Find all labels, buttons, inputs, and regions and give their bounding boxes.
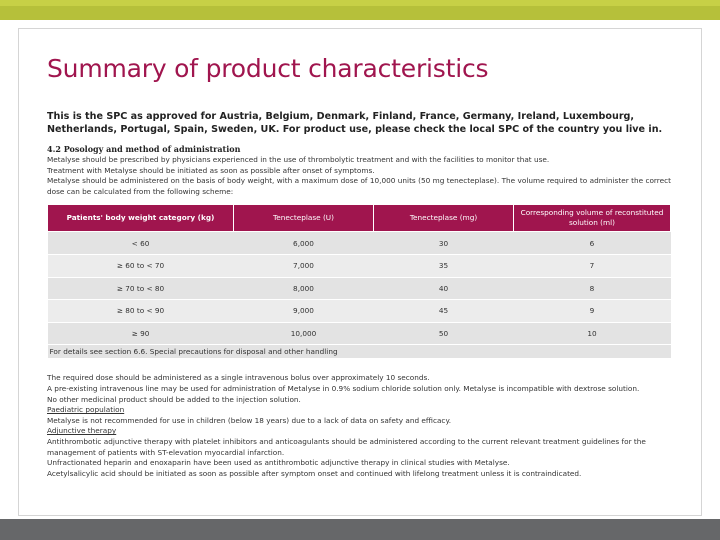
- table-note-row: [48, 345, 671, 359]
- dosing-table: [47, 204, 671, 359]
- cell-units: 6,000: [234, 232, 374, 255]
- bottom-bar: [0, 519, 720, 540]
- header-mg: Tenecteplase (mg): [374, 205, 514, 232]
- table-row: [48, 322, 671, 345]
- table-row: [48, 232, 671, 255]
- adjunctive-text: Antithrombotic adjunctive therapy with platelet inhibitors and anticoagulants should be administered according to the current relevant treatment guidelines for the management of patients with ST-elevation myocardial infarction.: [47, 436, 646, 457]
- cell-volume: 8: [514, 277, 671, 300]
- cell-weight: ≥ 60 to < 70: [48, 254, 234, 277]
- cell-mg: 35: [374, 254, 514, 277]
- table-row: [48, 300, 671, 323]
- posology-line: Treatment with Metalyse should be initiated as soon as possible after onset of symptoms.: [47, 165, 375, 175]
- top-accent-highlight: [0, 0, 720, 6]
- cell-weight: < 60: [48, 232, 234, 255]
- cell-mg: 40: [374, 277, 514, 300]
- cell-volume: 10: [514, 322, 671, 345]
- posology-line: Metalyse should be administered on the basis of body weight, with a maximum dose of 10,000 units (50 mg tenecteplase). The volume required to administer the correct dose can be calculated from the following scheme:: [47, 176, 671, 196]
- cell-volume: 9: [514, 300, 671, 323]
- cell-units: 9,000: [234, 300, 374, 323]
- cell-mg: 45: [374, 300, 514, 323]
- table-row: [48, 254, 671, 277]
- table-header-row: [48, 205, 671, 232]
- paediatric-text: Metalyse is not recommended for use in children (below 18 years) due to a lack of data on safety and efficacy.: [47, 415, 452, 425]
- section-heading: 4.2 Posology and method of administration: [47, 144, 241, 154]
- posology-line: Metalyse should be prescribed by physicians experienced in the use of thrombolytic treatment and with the facilities to monitor that use.: [47, 155, 550, 164]
- cell-units: 7,000: [234, 254, 374, 277]
- cell-volume: 7: [514, 254, 671, 277]
- top-accent-bar: [0, 0, 720, 20]
- cell-units: 8,000: [234, 277, 374, 300]
- adjunctive-heading: Adjunctive therapy: [47, 426, 117, 436]
- header-weight: Patients' body weight category (kg): [48, 205, 234, 232]
- paediatric-heading: Paediatric population: [47, 405, 125, 415]
- closing-line: Acetylsalicylic acid should be initiated as soon as possible after symptom onset and continued with lifelong treatment unless it is contraindicated.: [47, 468, 582, 478]
- cell-volume: 6: [514, 232, 671, 255]
- cell-mg: 50: [374, 322, 514, 345]
- intro-paragraph: This is the SPC as approved for Austria, Belgium, Denmark, Finland, France, Germany, Ireland, Luxembourg, Netherlands, Portugal, Spain, Sweden, UK. For product use, please check the local SPC of the country you live in.: [47, 111, 663, 135]
- cell-weight: ≥ 90: [48, 322, 234, 345]
- closing-line: Unfractionated heparin and enoxaparin have been used as antithrombotic adjunctive therapy in clinical studies with Metalyse.: [47, 458, 510, 468]
- cell-weight: ≥ 80 to < 90: [48, 300, 234, 323]
- admin-line: No other medicinal product should be added to the injection solution.: [47, 394, 301, 404]
- cell-mg: 30: [374, 232, 514, 255]
- table-note: For details see section 6.6. Special precautions for disposal and other handling: [48, 345, 671, 359]
- cell-weight: ≥ 70 to < 80: [48, 277, 234, 300]
- table-row: [48, 277, 671, 300]
- admin-line: The required dose should be administered as a single intravenous bolus over approximately 10 seconds.: [47, 373, 430, 383]
- document-body: [47, 110, 671, 479]
- header-units: Tenecteplase (U): [234, 205, 374, 232]
- header-volume: Corresponding volume of reconstituted solution (ml): [514, 205, 671, 232]
- cell-units: 10,000: [234, 322, 374, 345]
- admin-line: A pre-existing intravenous line may be used for administration of Metalyse in 0.9% sodium chloride solution only. Metalyse is incompatible with dextrose solution.: [47, 383, 640, 393]
- page-title: Summary of product characteristics: [47, 54, 489, 83]
- administration-section: [47, 373, 671, 479]
